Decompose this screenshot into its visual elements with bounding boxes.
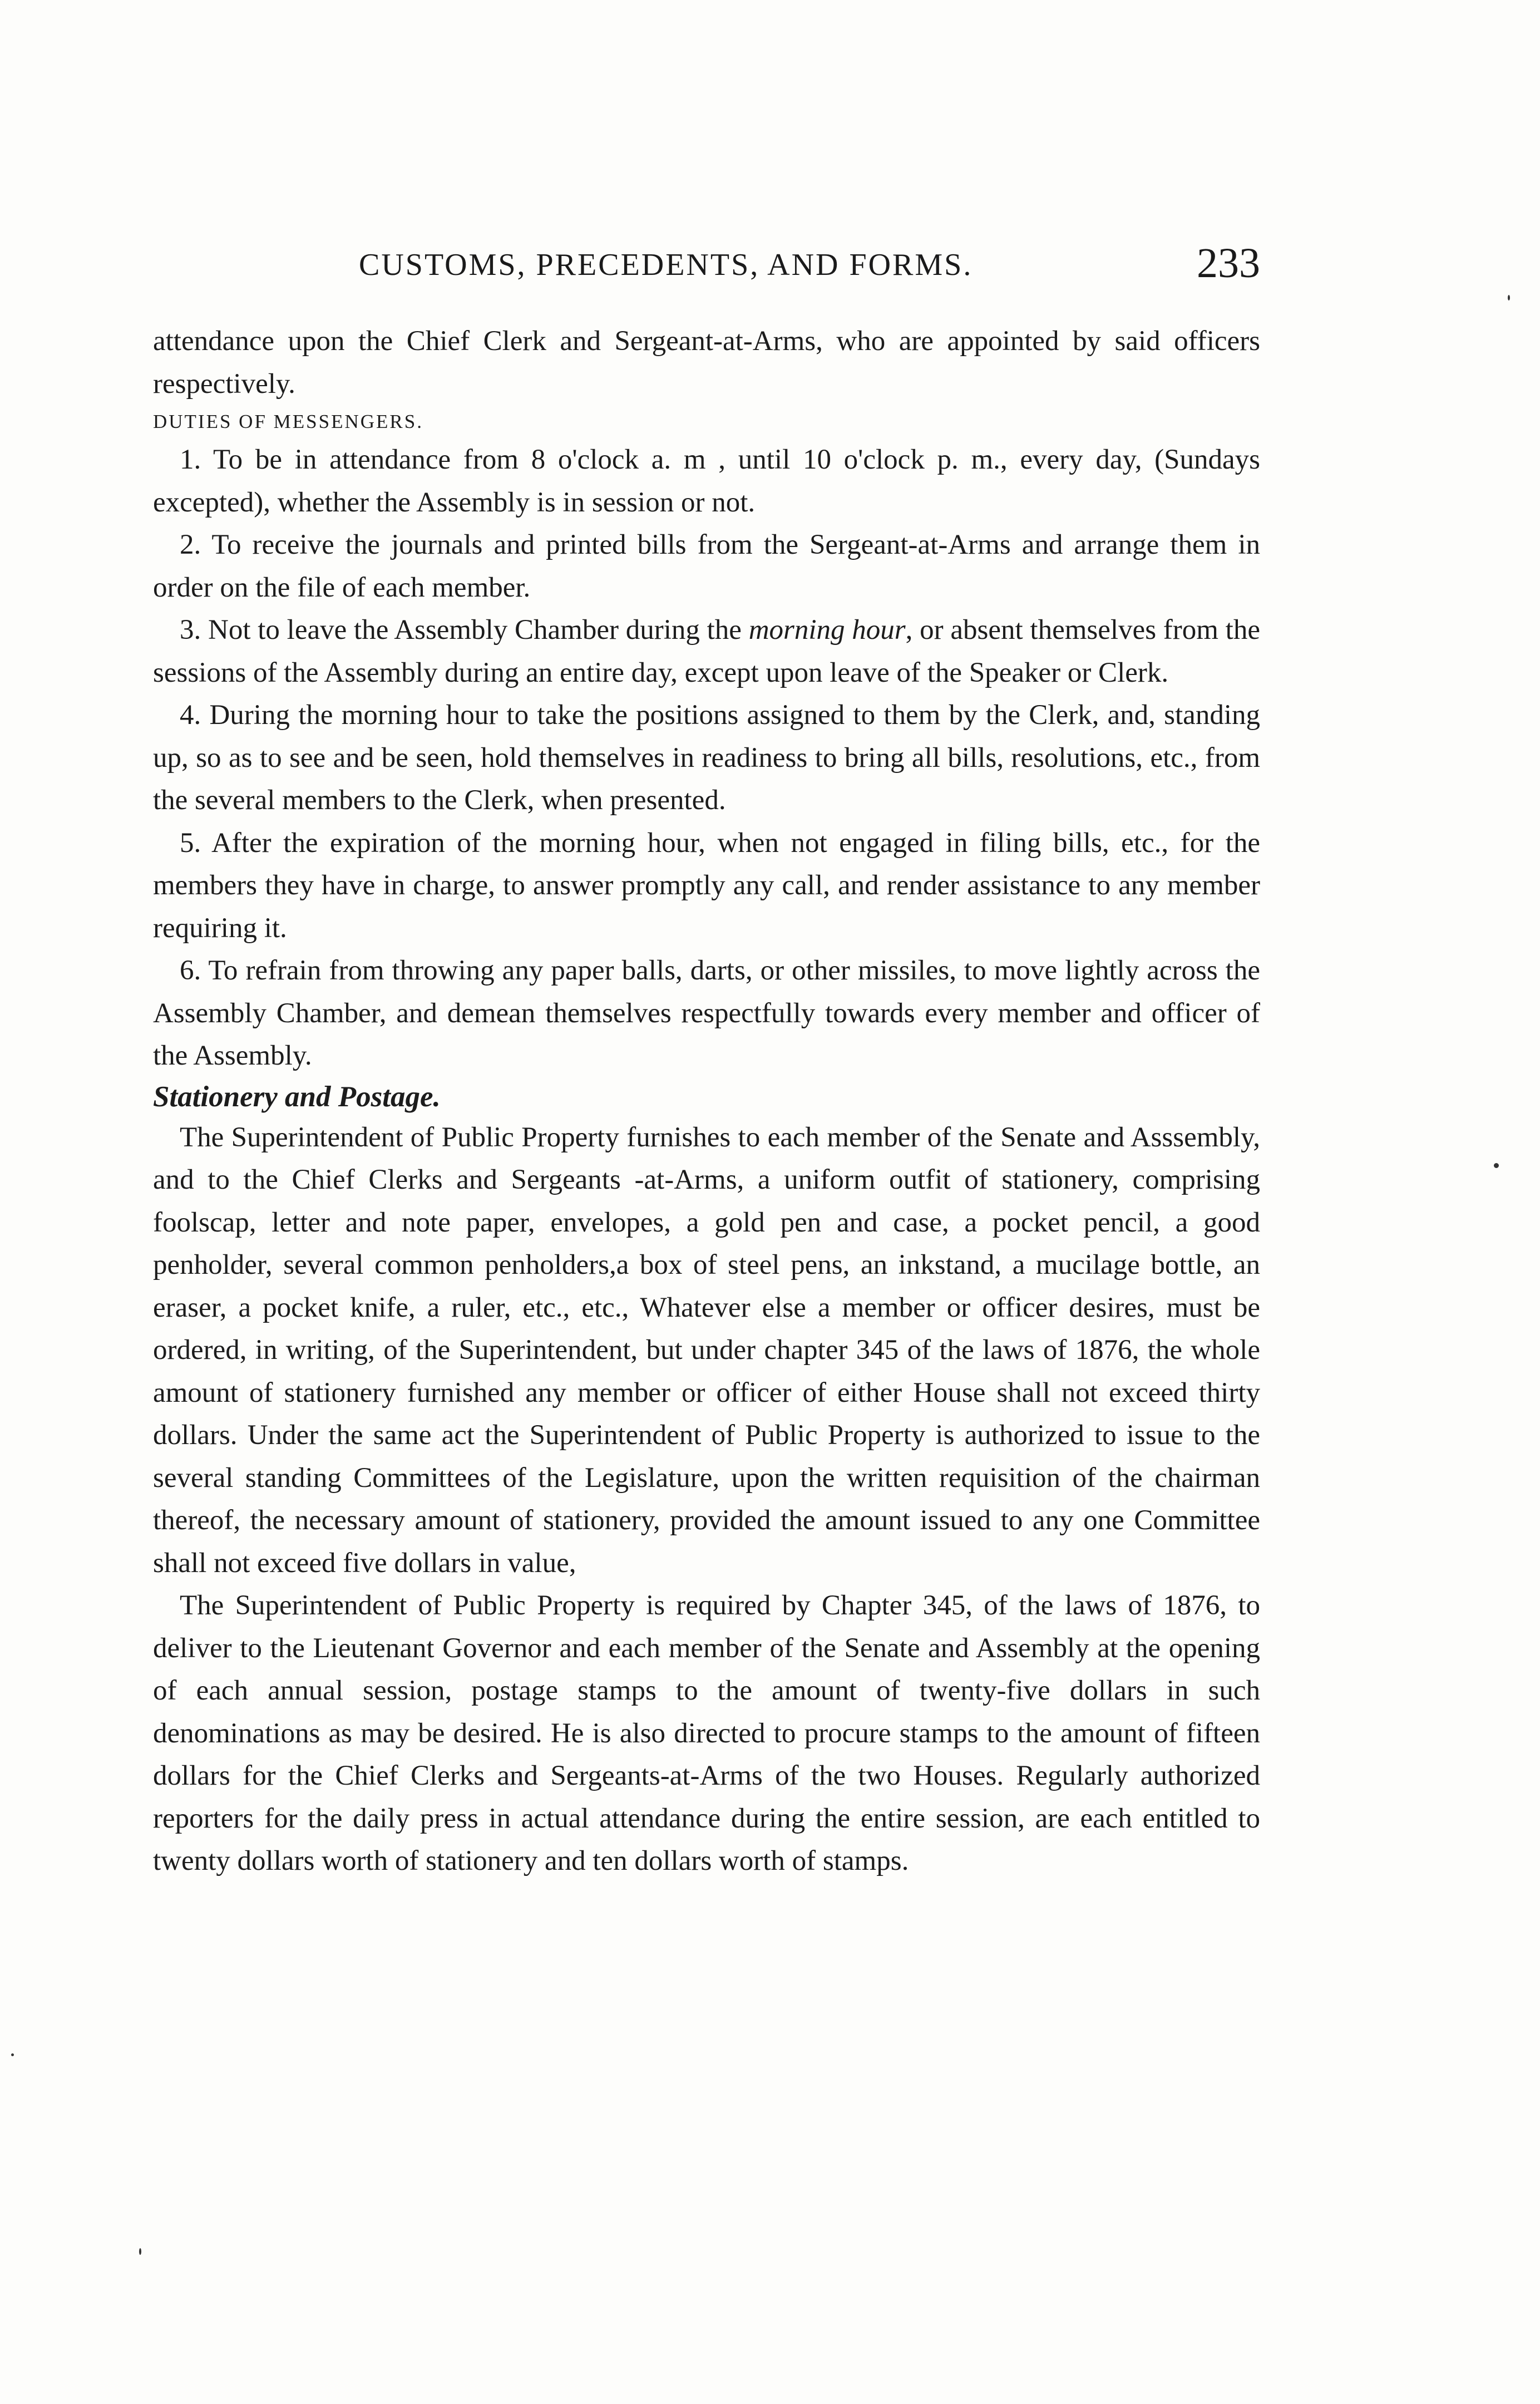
running-title: CUSTOMS, PRECEDENTS, AND FORMS. [359,248,973,282]
duties-heading: DUTIES OF MESSENGERS. [153,411,423,432]
scan-speck [1508,295,1510,300]
duty-item-4: 4. During the morning hour to take the positions assigned to them by the Clerk, and, standing up, so as to see and be seen, hold themselves in readiness to bring all bills, resolutions, etc., from the several members to the Clerk, when presented. [153,699,1260,816]
duty-item-5: 5. After the expiration of the morning hour, when not engaged in filing bills, etc., for the members they have in charge, to answer promptly any call, and render assistance to any member requiring it. [153,827,1260,944]
scan-speck [139,2248,141,2255]
duty-3-rest: , or absent themselves from the sessions of the Assembly during an entire day, except upon leave of the Speaker or Clerk. [153,614,1260,688]
duty-3-lead: 3. Not to leave the Assembly Chamber during the [180,614,749,646]
scan-speck [11,2053,14,2056]
duty-item-1: 1. To be in attendance from 8 o'clock a. m , until 10 o'clock p. m., every day, (Sundays excepted), whether the Assembly is in session or not. [153,444,1260,518]
stationery-paragraph-1: The Superintendent of Public Property furnishes to each member of the Senate and Asssembly, and to the Chief Clerks and Sergeants -at-Arms, a uniform outfit of stationery, comprising foolscap, letter and note paper, envelopes, a gold pen and case, a pocket pencil, a good penholder, several common penholders,a box of steel pens, an inkstand, a mucilage bottle, an eraser, a pocket knife, a ruler, etc., etc., Whatever else a member or officer desires, must be ordered, in writing, of the Superintendent, but under chapter 345 of the laws of 1876, the whole amount of stationery furnished any member or officer of either House shall not exceed thirty dollars. Under the same act the Superintendent of Public Property is authorized to issue to the several standing Committees of the Legislature, upon the written requisition of the chairman thereof, the necessary amount of stationery, provided the amount issued to any one Committee shall not exceed five dollars in value, [153,1121,1260,1579]
page-number: 233 [1197,240,1260,287]
duty-3-italic-phrase: morning hour [748,614,906,646]
body-text [153,320,1260,1883]
stationery-heading: Stationery and Postage. [153,1080,441,1113]
duty-item-2: 2. To receive the journals and printed bills from the Sergeant-at-Arms and arrange them in order on the file of each member. [153,529,1260,603]
duty-item-3 [153,609,1260,694]
intro-paragraph: attendance upon the Chief Clerk and Sergeant-at-Arms, who are appointed by said officers respectively. [153,326,1260,400]
duty-item-6: 6. To refrain from throwing any paper balls, darts, or other missiles, to move lightly across the Assembly Chamber, and demean themselves respectfully towards every member and officer of the Assembly. [153,955,1260,1071]
stationery-paragraph-2: The Superintendent of Public Property is required by Chapter 345, of the laws of 1876, to deliver to the Lieutenant Governor and each member of the Senate and Assembly at the opening of each annual session, postage stamps to the amount of twenty-five dollars in such denominations as may be desired. He is also directed to procure stamps to the amount of fifteen dollars for the Chief Clerks and Sergeants-at-Arms of the two Houses. Regularly authorized reporters for the daily press in actual attendance during the entire session, are each entitled to twenty dollars worth of stationery and ten dollars worth of stamps. [153,1590,1260,1876]
scan-speck [1494,1163,1499,1168]
page-header [153,239,1260,289]
